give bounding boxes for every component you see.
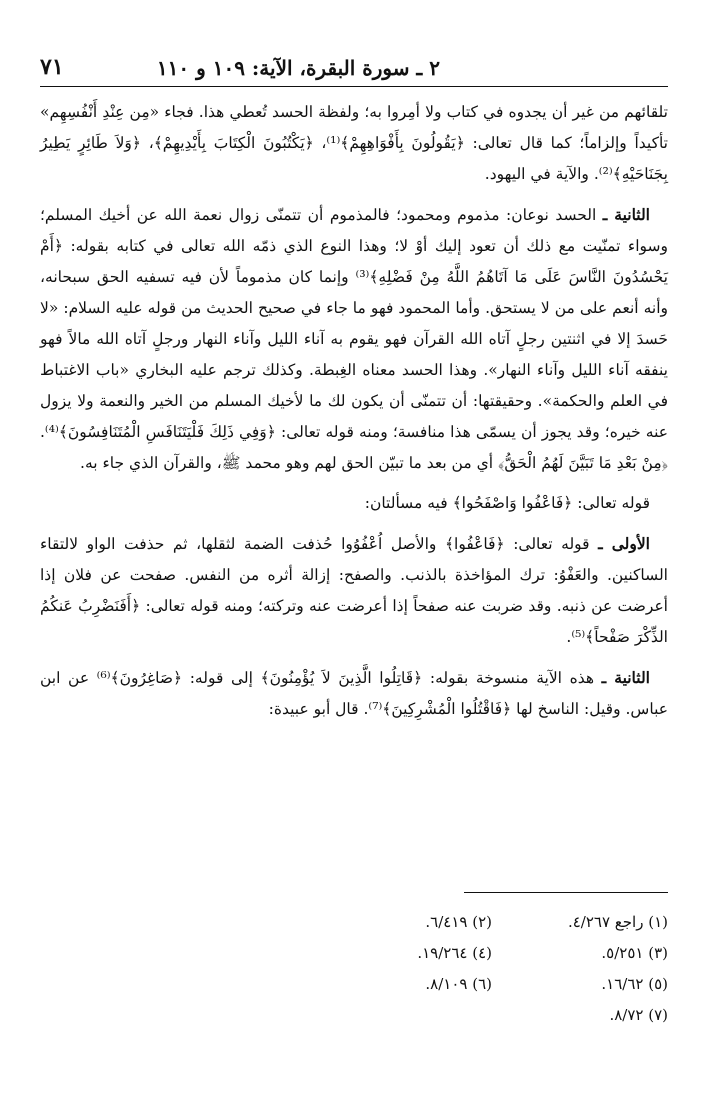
paragraph-text: هذه الآية منسوخة بقوله: ﴿قَاتِلُوا الَّذِينَ لاَ يُؤْمِنُونَ﴾ إلى قوله: ﴿صَاغِرُونَ﴾⁽⁶⁾ عن ابن عباس. وقيل: الناسخ لها ﴿فَاقْتُلُوا الْمُشْرِكِينَ﴾⁽⁷⁾. قال أبو عبيدة: bbox=[40, 669, 668, 718]
chapter-title: ٢ ـ سورة البقرة، الآية: ١٠٩ و ١١٠ bbox=[156, 56, 440, 80]
paragraph-text: قوله تعالى: ﴿فَاعْفُوا وَاصْفَحُوا﴾ فيه مسألتان: bbox=[364, 494, 650, 512]
paragraph-text: قوله تعالى: ﴿فَاعْفُوا﴾ والأصل اُعْفُوُوا حُذفت الضمة لثقلها، ثم حذفت الواو لالتقاء الساكنين. والعَفْوُ: ترك المؤاخذة بالذنب. والصفح: إزالة أثره من النفس. صفحت عن فلان إذا أعرضت عن ذنبه. وقد ضربت عنه صفحاً إذا أعرضت عنه وتركته؛ ومنه قوله تعالى: ﴿أَفَنَضْرِبُ عَنكُمُ الذِّكْرَ صَفْحاً﴾⁽⁵⁾. bbox=[40, 535, 668, 646]
footnote: (٣) ٥/٢٥١. bbox=[601, 944, 668, 962]
page-number: ٧١ bbox=[40, 54, 64, 80]
footnote: (١) راجع ٤/٢٦٧. bbox=[567, 913, 668, 931]
paragraph bbox=[40, 199, 668, 479]
footnote: (٦) ٨/١٠٩. bbox=[425, 975, 492, 993]
footnote-list bbox=[40, 907, 668, 1031]
footnote-row bbox=[40, 1000, 668, 1031]
paragraph-text: الحسد نوعان: مذموم ومحمود؛ فالمذموم أن تتمنّى زوال نعمة الله عن أخيك المسلم؛ وسواء تمنّيت مع ذلك أن تعود إليك أوْ لا؛ وهذا النوع الذي ذمّه الله تعالى في كتابه بقوله: ﴿أَمْ يَحْسُدُونَ النَّاسَ عَلَى مَا آتَاهُمُ اللَّهُ مِنْ فَضْلِهِ﴾⁽³⁾ وإنما كان مذموماً لأن فيه تسفيه الحق سبحانه، وأنه أنعم على من لا يستحق. وأما المحمود فهو ما جاء في صحيح الحديث من قوله عليه السلام: «لا حَسدَ إلا في اثنتين رجلٍ آتاه الله القرآن فهو يقوم به آناء الليل وآناء النهار ورجلٍ آتاه الله مالاً فهو ينفقه آناء الليل وآناء النهار». وهذا الحسد معناه الغِبطة. وكذلك ترجم عليه البخاري «باب الاغتباط في العلم والحكمة». وحقيقتها: أن تتمنّى أن يكون لك ما لأخيك المسلم من الخير والنعمة ولا يزول عنه خيره؛ وقد يجوز أن يسمّى هذا منافسة؛ ومنه قوله تعالى: ﴿وَفِي ذَلِكَ فَلْيَتَنَافَسِ الْمُتَنَافِسُونَ﴾⁽⁴⁾. ﴿مِنْ بَعْدِ مَا تَبَيَّنَ لَهُمُ الْحَقُّ﴾ أي من بعد ما تبيّن الحق لهم وهو محمد ﷺ، والقرآن الذي جاء به. bbox=[40, 206, 668, 472]
paragraph bbox=[40, 97, 668, 190]
footnote-row bbox=[40, 907, 668, 938]
paragraph bbox=[40, 488, 668, 519]
footnote-row bbox=[40, 969, 668, 1000]
footnote-divider bbox=[464, 892, 668, 893]
page-header bbox=[40, 52, 668, 87]
paragraph-lead: الثانية ـ bbox=[601, 668, 650, 687]
footnote: (٥) ١٦/٦٢. bbox=[601, 975, 668, 993]
paragraph-lead: الأولى ـ bbox=[598, 534, 650, 553]
paragraph-text: تلقائهم من غير أن يجدوه في كتاب ولا أمِروا به؛ ولفظة الحسد تُعطي هذا. فجاء «مِن عِنْدِ أَنْفُسِهِم» تأكيداً وإلزاماً؛ كما قال تعالى: ﴿يَقُولُونَ بِأَفْوَاهِهِمْ﴾⁽¹⁾، ﴿يَكْتُبُونَ الْكِتَابَ بِأَيْدِيهِمْ﴾، ﴿وَلاَ طَائِرٍ يَطِيرُ بِجَنَاحَيْهِ﴾⁽²⁾. والآية في اليهود. bbox=[40, 103, 668, 183]
footnote-row bbox=[40, 938, 668, 969]
footnote: (٢) ٦/٤١٩. bbox=[425, 913, 492, 931]
paragraph bbox=[40, 662, 668, 725]
footnote: (٤) ١٩/٢٦٤. bbox=[417, 944, 492, 962]
footnote: (٧) ٨/٧٢. bbox=[609, 1006, 668, 1024]
paragraph bbox=[40, 528, 668, 653]
body-text bbox=[40, 97, 668, 725]
page bbox=[40, 52, 668, 734]
paragraph-lead: الثانية ـ bbox=[602, 205, 650, 224]
